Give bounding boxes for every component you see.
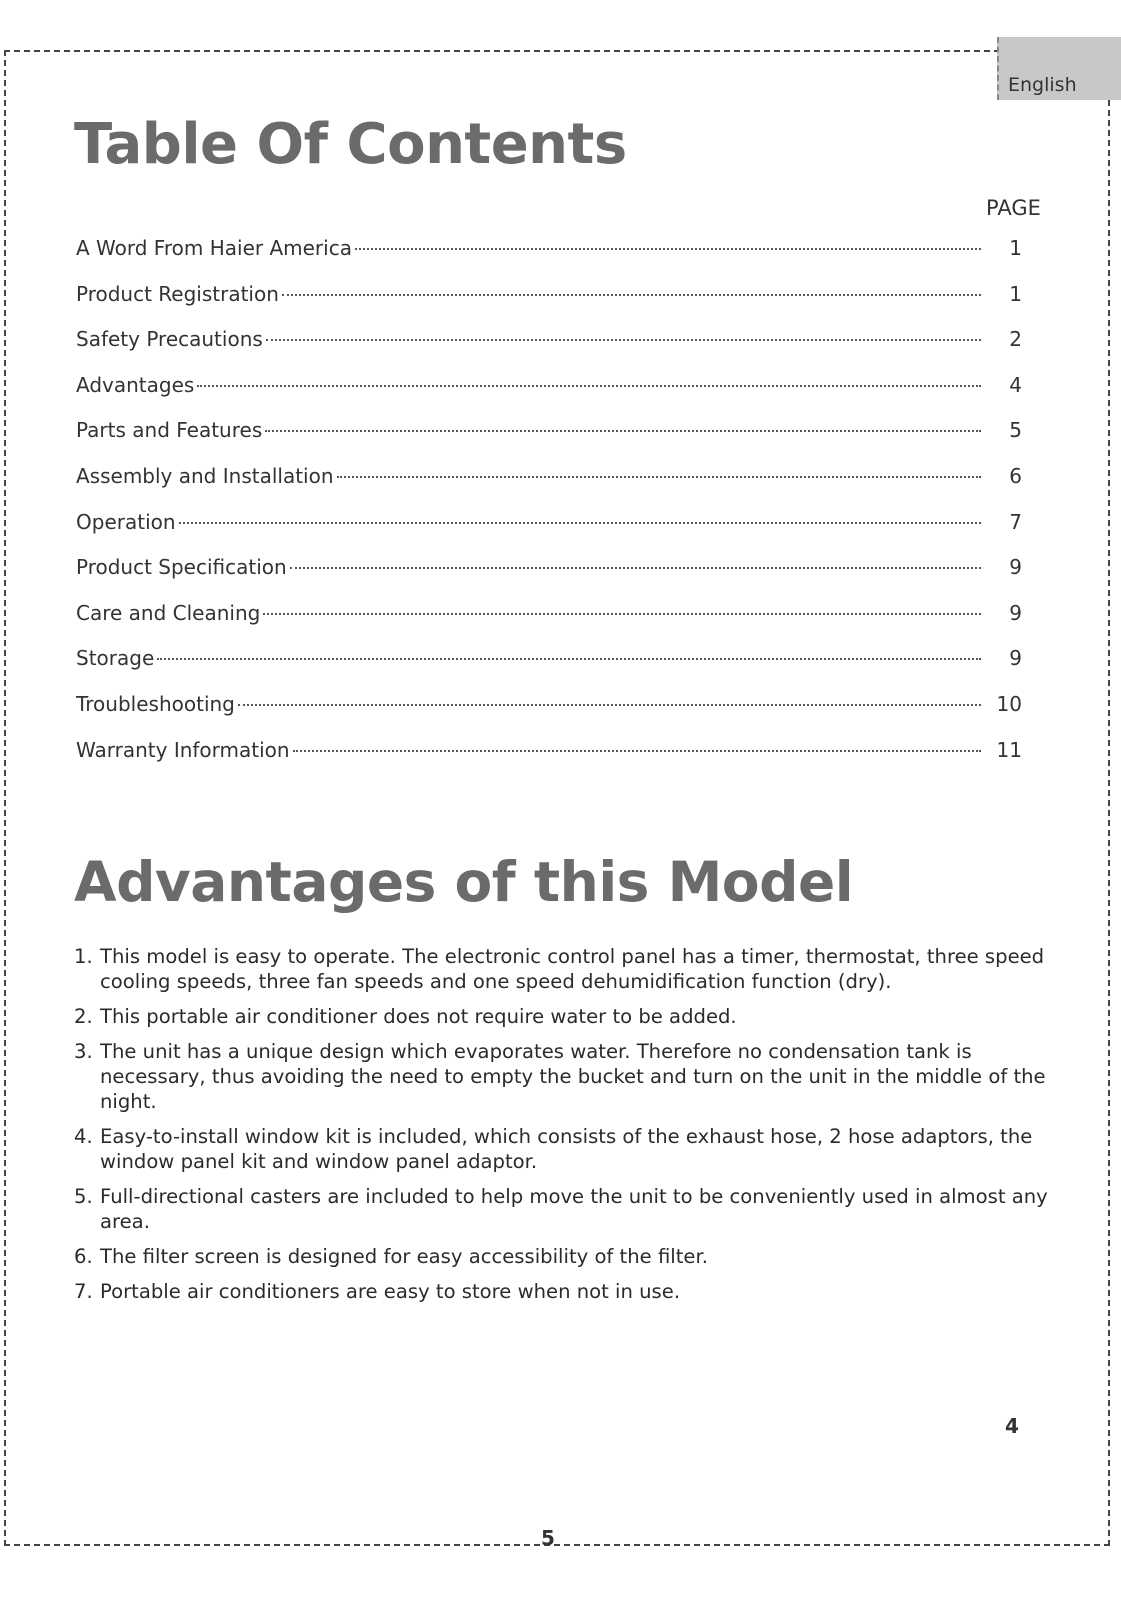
toc-entry-page: 9 [1009,555,1022,580]
language-label: English [1008,74,1077,96]
item-number: 5. [74,1185,93,1208]
toc-entry[interactable] [76,646,1022,692]
item-number: 4. [74,1125,93,1148]
toc-entry[interactable] [76,601,1022,647]
item-number: 2. [74,1005,93,1028]
dot-leader [282,294,981,296]
toc-entry-page: 5 [1009,418,1022,443]
item-number: 3. [74,1040,93,1063]
item-number: 1. [74,945,93,968]
toc-entry[interactable] [76,692,1022,738]
item-text: Easy-to-install window kit is included, which consists of the exhaust hose, 2 hose adaptors, the window panel kit and window panel adaptor. [100,1125,1033,1173]
advantages-title: Advantages of this Model [74,850,854,914]
item-text: Portable air conditioners are easy to store when not in use. [100,1280,681,1303]
toc-entry-page: 11 [996,737,1022,762]
toc-page-header: PAGE [986,196,1041,220]
toc-list [76,236,1022,783]
toc-entry[interactable] [76,418,1022,464]
toc-entry-title: Product Specification [76,555,287,580]
toc-entry-page: 4 [1009,372,1022,397]
dot-leader [179,522,981,524]
toc-entry-title: Assembly and Installation [76,463,334,488]
toc-entry-title: Warranty Information [76,737,290,762]
toc-entry-title: Care and Cleaning [76,600,261,625]
item-text: This model is easy to operate. The electronic control panel has a timer, thermostat, three speed cooling speeds, three fan speeds and one speed dehumidification function (dry). [100,945,1045,993]
list-item [74,1124,1054,1174]
item-text: The unit has a unique design which evaporates water. Therefore no condensation tank is necessary, thus avoiding the need to empty the bucket and turn on the unit in the middle of the night. [100,1040,1046,1113]
item-number: 6. [74,1245,93,1268]
dot-leader [355,248,981,250]
toc-entry-title: Operation [76,509,176,534]
toc-entry[interactable] [76,282,1022,328]
dot-leader [238,704,981,706]
toc-entry-page: 6 [1009,463,1022,488]
item-text: Full-directional casters are included to help move the unit to be conveniently used in almost any area. [100,1185,1048,1233]
toc-entry[interactable] [76,510,1022,556]
toc-entry-page: 10 [996,691,1022,716]
toc-entry-title: Advantages [76,372,195,397]
toc-entry-page: 1 [1009,281,1022,306]
toc-entry-title: Storage [76,646,155,671]
dot-leader [265,430,981,432]
dot-leader [197,385,981,387]
toc-entry[interactable] [76,373,1022,419]
toc-entry-page: 2 [1009,327,1022,352]
toc-entry-title: Troubleshooting [76,691,235,716]
outer-page-number: 5 [541,1526,555,1550]
inner-page-number: 4 [1005,1414,1019,1438]
toc-title: Table Of Contents [74,112,627,177]
dot-leader [337,476,981,478]
toc-entry-title: Product Registration [76,281,279,306]
toc-entry[interactable] [76,738,1022,784]
toc-entry-page: 7 [1009,509,1022,534]
advantages-list [74,944,1054,1314]
dot-leader [266,339,981,341]
item-number: 7. [74,1280,93,1303]
toc-entry[interactable] [76,464,1022,510]
dot-leader [263,613,981,615]
list-item [74,1004,1054,1029]
list-item [74,1039,1054,1114]
toc-entry[interactable] [76,236,1022,282]
list-item [74,944,1054,994]
list-item [74,1244,1054,1269]
dot-leader [157,658,981,660]
toc-entry-title: Safety Precautions [76,327,263,352]
item-text: The filter screen is designed for easy accessibility of the filter. [100,1245,708,1268]
toc-entry-title: Parts and Features [76,418,263,443]
dot-leader [290,567,981,569]
toc-entry[interactable] [76,327,1022,373]
dot-leader [293,750,981,752]
list-item [74,1279,1054,1304]
toc-entry-page: 9 [1009,646,1022,671]
item-text: This portable air conditioner does not require water to be added. [100,1005,737,1028]
toc-entry-title: A Word From Haier America [76,236,352,260]
toc-entry[interactable] [76,555,1022,601]
list-item [74,1184,1054,1234]
toc-entry-page: 9 [1009,600,1022,625]
toc-entry-page: 1 [1009,236,1022,260]
